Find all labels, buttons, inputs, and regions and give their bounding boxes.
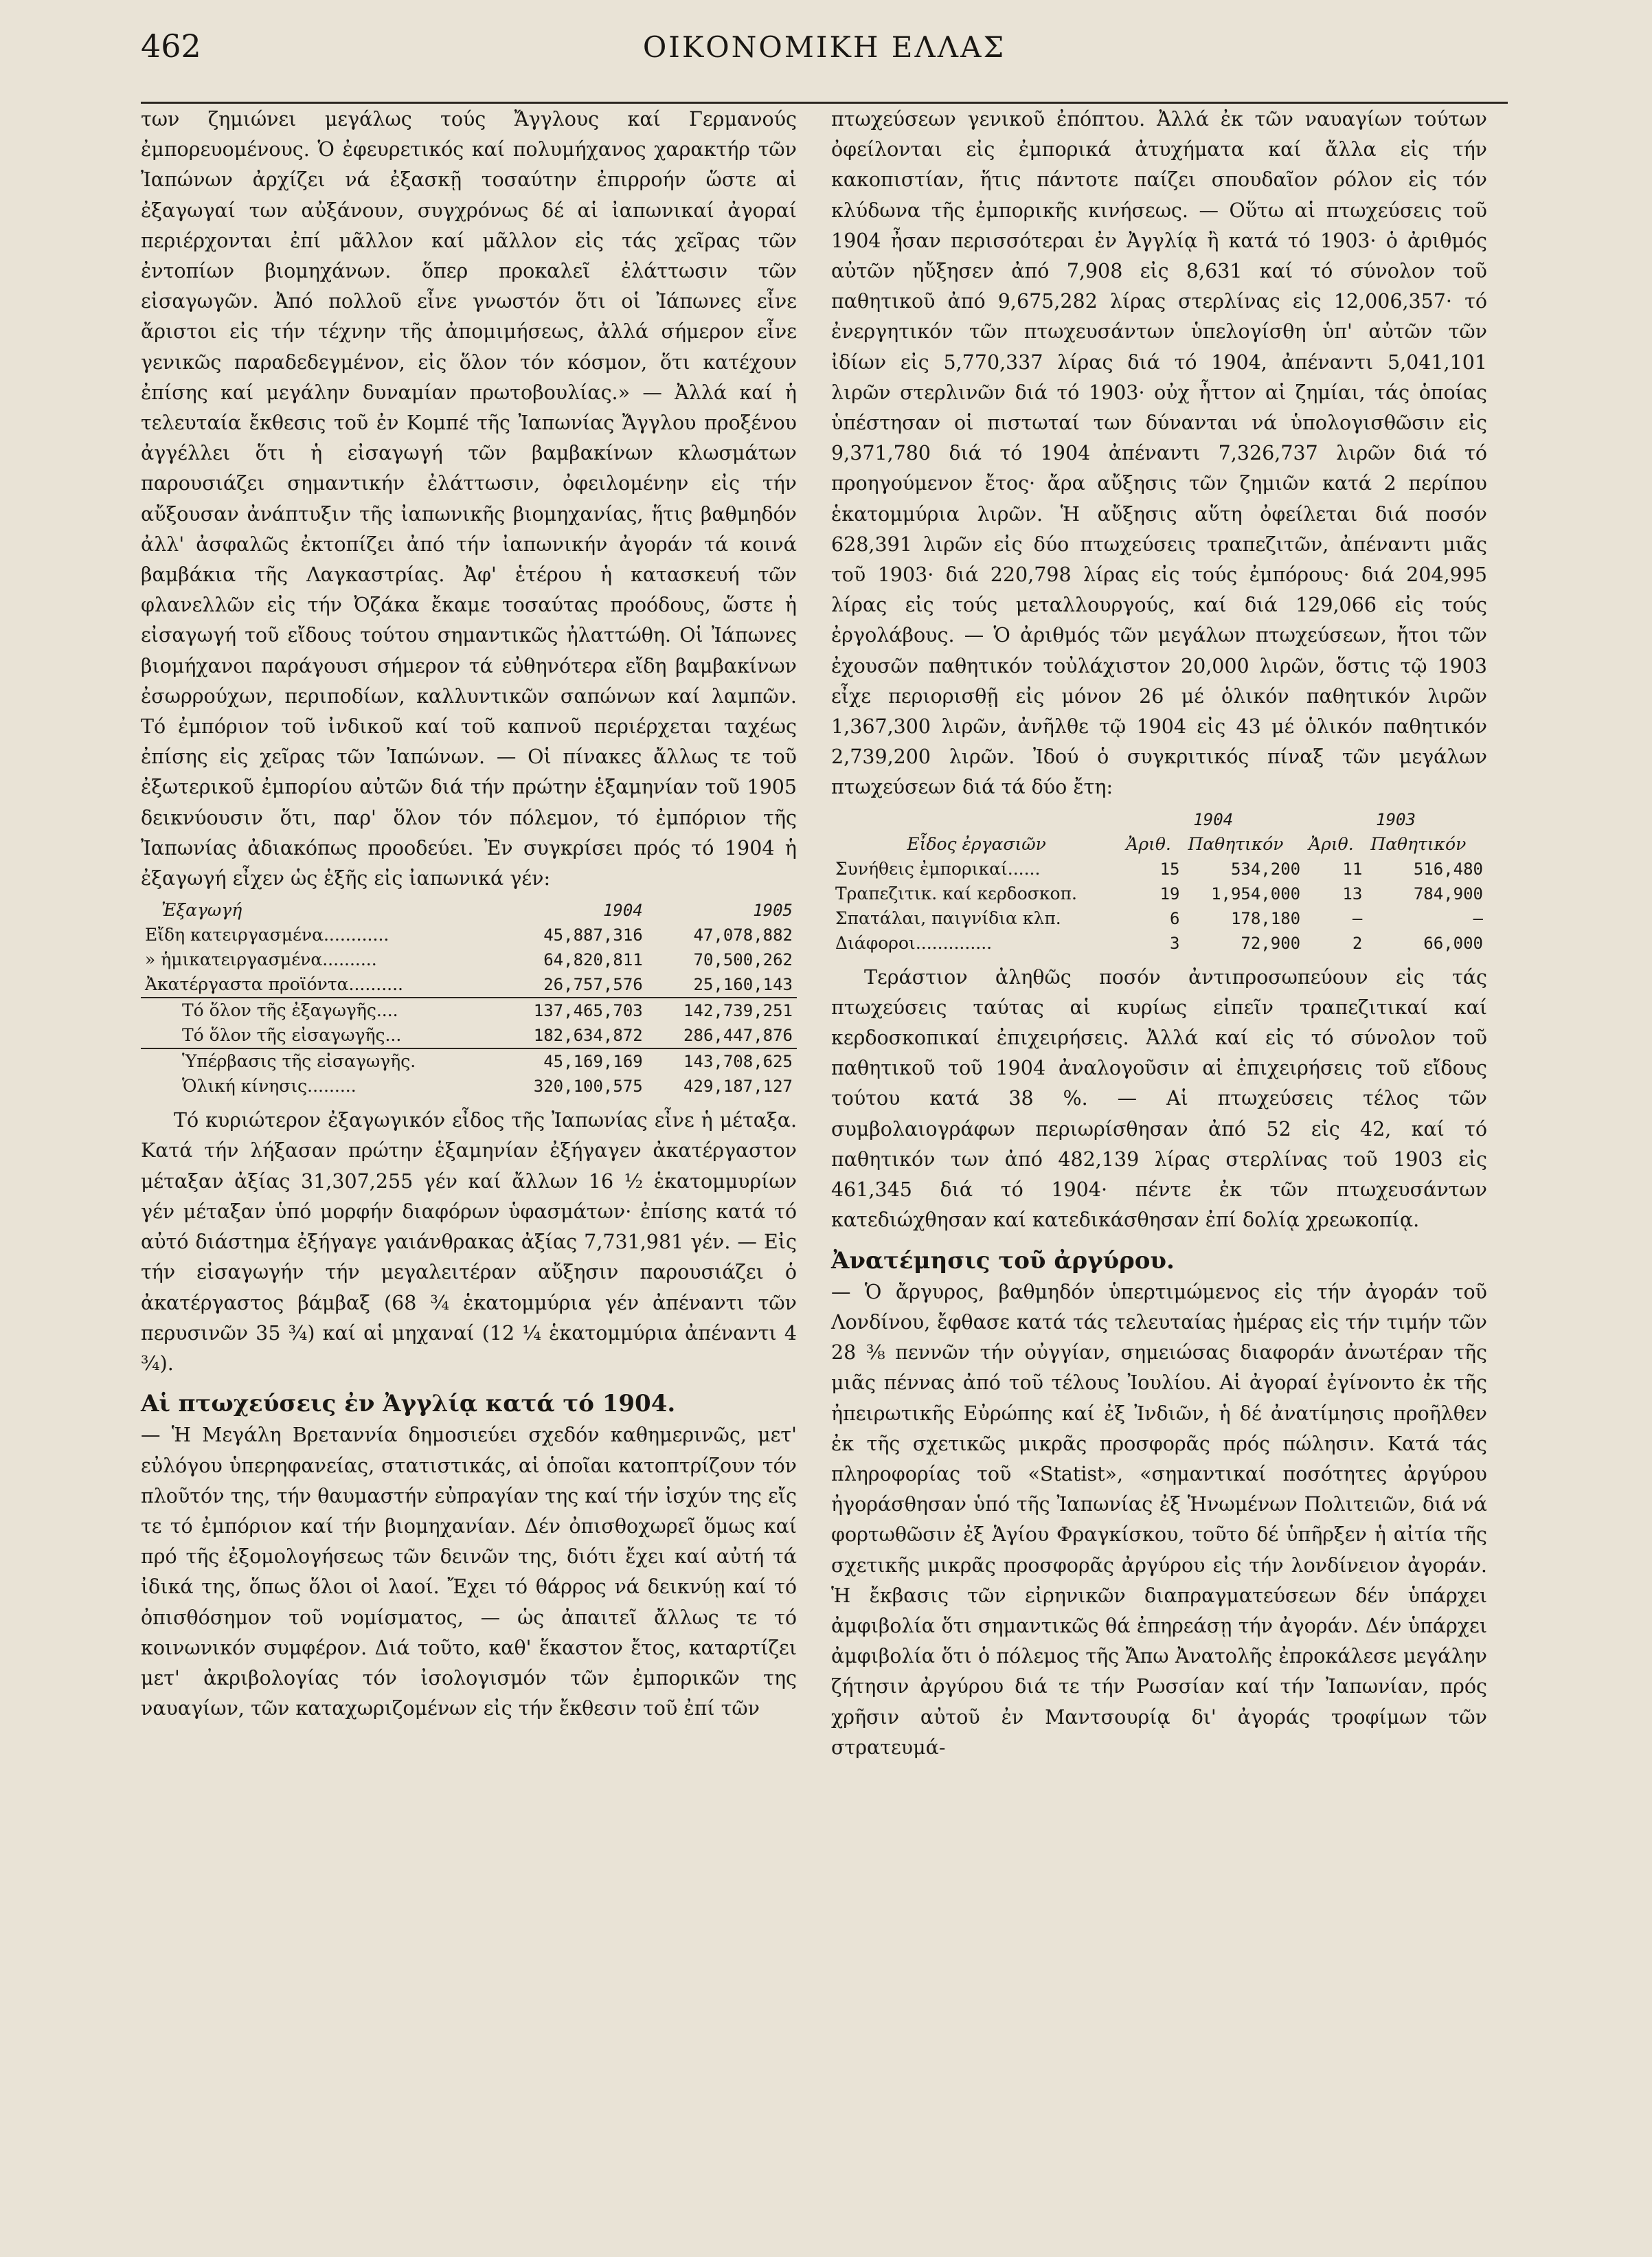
row-label: Ἀκατέργαστα προϊόντα..........	[145, 974, 404, 995]
row-liabilities-1904: 178,180	[1230, 908, 1301, 928]
row-label: Εἴδη κατειργασμένα............	[145, 925, 389, 945]
table-row-total-exports	[141, 998, 797, 1023]
row-number-1903: 11	[1342, 859, 1363, 879]
row-value-1904: 45,887,316	[543, 925, 643, 945]
row-number-1903: 13	[1342, 884, 1363, 903]
table-row	[141, 972, 797, 998]
section-title-silver: Ἀνατέμησις τοῦ ἀργύρου.	[831, 1246, 1175, 1275]
table-row-surplus	[141, 1048, 797, 1074]
col-kind: Εἶδος ἐργασιῶν	[907, 833, 1046, 854]
exports-col-1905: 1905	[753, 901, 793, 921]
row-number-1903: —	[1352, 908, 1363, 928]
row-label: Τό ὅλον τῆς ἐξαγωγῆς....	[141, 998, 497, 1023]
row-label: Ὁλική κίνησις.........	[182, 1076, 357, 1097]
table-row	[831, 906, 1487, 931]
col-liabilities-1903: Παθητικόν	[1370, 833, 1467, 854]
row-value-1905: 25,160,143	[693, 975, 793, 995]
row-value-1905: 70,500,262	[693, 950, 793, 970]
row-liabilities-1903: 516,480	[1413, 859, 1483, 879]
row-value-1904: 137,465,703	[497, 998, 647, 1023]
section-title-bankruptcies: Αἱ πτωχεύσεις ἐν Ἀγγλίᾳ κατά τό 1904.	[141, 1390, 676, 1418]
row-number-1903: 2	[1352, 933, 1363, 953]
bankruptcies-year-1903: 1903	[1376, 809, 1416, 829]
table-row	[141, 923, 797, 947]
row-value-1905: 286,447,876	[683, 1026, 793, 1046]
row-value-1905: 143,708,625	[647, 1048, 797, 1074]
col-number-1903: Ἀριθ.	[1309, 833, 1354, 854]
row-liabilities-1903: 784,900	[1413, 884, 1483, 903]
table-row	[141, 947, 797, 972]
exports-col-1904: 1904	[602, 901, 643, 921]
left-column	[141, 104, 797, 1724]
row-liabilities-1904: 1,954,000	[1211, 884, 1301, 903]
row-number-1904: 6	[1170, 908, 1180, 928]
table-row-overall	[141, 1074, 797, 1099]
right-paragraph-2: Τεράστιον ἀληθῶς ποσόν ἀντιπροσωπεύουν εἰς τάς πτωχεύσεις ταύτας αἱ κυρίως εἰπεῖν τραπεζιτικαί καί κερδοσκοπικαί ἐπιχειρήσεις. Ἀλλά καί εἰς τό σύνολον τοῦ παθητικοῦ τοῦ 1904 ἀναλογοῦσιν αἱ ἐπιχειρήσεις τοῦ εἴδους τούτου κατά 38 %. — Αἱ πτωχεύσεις τέλος τῶν συμβολαιογράφων περιωρίσθησαν ἀπό 52 εἰς 42, καί τό παθητικόν των ἀπό 482,139 λίρας στερλίνας τοῦ 1903 εἰς 461,345 διά τό 1904· πέντε ἐκ τῶν πτωχευσάντων κατεδιώχθησαν καί κατεδικάσθησαν ἐπί δολίᾳ χρεωκοπίᾳ.	[831, 965, 1487, 1232]
page-number: 462	[141, 27, 201, 65]
left-paragraph-1: των ζημιώνει μεγάλως τούς Ἄγγλους καί Γερμανούς ἐμπορευομένους. Ὁ ἐφευρετικός καί πολυμήχανος χαρακτήρ τῶν Ἰαπώνων ἀρχίζει νά ἐξασκῇ τοσαύτην ἐπιρροήν ὥστε αἱ ἐξαγωγαί των αὐξάνουν, συγχρόνως δέ αἱ ἰαπωνικαί ἀγοραί περιέρχονται ἐπί μᾶλλον καί μᾶλλον εἰς τάς χεῖρας τῶν ἐντοπίων βιομηχάνων. ὅπερ προκαλεῖ ἐλάττωσιν τῶν εἰσαγωγῶν. Ἀπό πολλοῦ εἶνε γνωστόν ὅτι οἱ Ἰάπωνες εἶνε ἄριστοι εἰς τήν τέχνην τῆς ἀπομιμήσεως, ἀλλά σήμερον εἶνε γενικῶς παραδεδεγμένον, εἰς ὅλον τόν κόσμον, ὅτι κατέχουν ἐπίσης καί μεγάλην δυναμίαν πρωτοβουλίας.» — Ἀλλά καί ἡ τελευταία ἔκθεσις τοῦ ἐν Κομπέ τῆς Ἰαπωνίας Ἄγγλου προξένου ἀγγέλλει ὅτι ἡ εἰσαγωγή τῶν βαμβακίνων κλωσμάτων παρουσιάζει σημαντικήν ἐλάττωσιν, ὀφειλομένην εἰς τήν αὔξουσαν ἀνάπτυξιν τῆς ἰαπωνικῆς βιομηχανίας, ἥτις βαθμηδόν ἀλλ' ἀσφαλῶς ἐκτοπίζει ἀπό τήν ἰαπωνικήν ἀγοράν τά κοινά βαμβάκια τῆς Λαγκαστρίας. Ἀφ' ἑτέρου ἡ κατασκευή τῶν φλανελλῶν εἰς τήν Ὀζάκα ἔκαμε τοσαύτας προόδους, ὥστε ἡ εἰσαγωγή τοῦ εἴδους τούτου σημαντικῶς ἠλαττώθη. Οἱ Ἰάπωνες βιομήχανοι παράγουσι σήμερον τά εὐθηνότερα εἴδη βαμβακίνων ἐσωρρούχων, περιποδίων, καλλυντικῶν σαπώνων καί λαμπῶν. Τό ἐμπόριον τοῦ ἰνδικοῦ καί τοῦ καπνοῦ περιέρχεται ταχέως ἐπίσης εἰς χεῖρας τῶν Ἰαπώνων. — Οἱ πίνακες ἄλλως τε τοῦ ἐξωτερικοῦ ἐμπορίου αὐτῶν διά τήν πρώτην ἑξαμηνίαν τοῦ 1905 δεικνύουσιν ὅτι, παρ' ὅλον τόν πόλεμον, τό ἐμπόριον τῆς Ἰαπωνίας ἀδιακόπως προοδεύει. Ἐν συγκρίσει πρός τό 1904 ἡ ἐξαγωγή εἶχεν ὡς ἑξῆς εἰς ἰαπωνικά γέν:	[141, 108, 797, 890]
section-bankruptcies	[141, 1389, 797, 1420]
bankruptcies-table	[831, 807, 1487, 956]
row-label: Συνήθεις ἐμπορικαί......	[835, 858, 1041, 879]
table-row	[831, 857, 1487, 882]
row-value-1904: 182,634,872	[533, 1026, 643, 1046]
row-value-1905: 47,078,882	[693, 925, 793, 945]
section-silver	[831, 1246, 1487, 1277]
table-row	[831, 931, 1487, 956]
row-liabilities-1903: —	[1473, 908, 1483, 928]
bankruptcies-year-1904: 1904	[1193, 809, 1234, 829]
row-value-1905: 142,739,251	[647, 998, 797, 1023]
table-row	[831, 882, 1487, 906]
col-number-1904: Ἀριθ.	[1126, 833, 1171, 854]
row-number-1904: 19	[1159, 884, 1180, 903]
row-label: Ὑπέρβασις τῆς εἰσαγωγῆς.	[141, 1048, 497, 1074]
row-value-1904: 45,169,169	[497, 1048, 647, 1074]
left-paragraph-3: — Ἡ Μεγάλη Βρεταννία δημοσιεύει σχεδόν καθημερινῶς, μετ' εὐλόγου ὑπερηφανείας, στατιστικάς, αἱ ὁποῖαι κατοπτρίζουν τόν πλοῦτόν της, τήν θαυμαστήν εὐπραγίαν της καί τήν ἰσχύν της εἴς τε τό ἐμπόριον καί τήν βιομηχανίαν. Δέν ὀπισθοχωρεῖ ὅμως καί πρό τῆς ἐξομολογήσεως τῶν δεινῶν της, διότι ἔχει καί αὐτή τά ἰδικά της, ὅπως ὅλοι οἱ λαοί. Ἔχει τό θάρρος νά δεικνύῃ καί τό ὀπισθόσημον τοῦ νομίσματος, — ὡς ἀπαιτεῖ ἄλλως τε τό κοινωνικόν συμφέρον. Διά τοῦτο, καθ' ἕκαστον ἔτος, καταρτίζει μετ' ἀκριβολογίας τόν ἰσολογισμόν τῶν ἐμπορικῶν της ναυαγίων, τῶν καταχωριζομένων εἰς τήν ἔκθεσιν τοῦ ἐπί τῶν	[141, 1424, 797, 1720]
row-label: Τραπεζιτικ. καί κερδοσκοπ.	[835, 883, 1077, 903]
row-label: Σπατάλαι, παιγνίδια κλπ.	[835, 908, 1061, 928]
right-paragraph-1: πτωχεύσεων γενικοῦ ἐπόπτου. Ἀλλά ἐκ τῶν ναυαγίων τούτων ὀφείλονται εἰς ἐμπορικά ἀτυχήματα καί ἄλλα εἰς τήν κακοπιστίαν, ἥτις πάντοτε παίζει σπουδαῖον ρόλον εἰς τόν κλύδωνα τῆς ἐμπορικῆς κινήσεως. — Οὕτω αἱ πτωχεύσεις τοῦ 1904 ἦσαν περισσότεραι ἐν Ἀγγλίᾳ ἢ κατά τό 1903· ὁ ἀριθμός αὐτῶν ηὔξησεν ἀπό 7,908 εἰς 8,631 καί τό σύνολον τοῦ παθητικοῦ ἀπό 9,675,282 λίρας στερλίνας εἰς 12,006,357· τό ἐνεργητικόν τῶν πτωχευσάντων ὑπελογίσθη ὑπ' αὐτῶν τῶν ἰδίων εἰς 5,770,337 λίρας διά τό 1904, ἀπέναντι 5,041,101 λιρῶν στερλινῶν διά τό 1903· οὐχ ἧττον αἱ ζημίαι, τάς ὁποίας ὑπέστησαν οἱ πιστωταί των δύνανται νά ὑπολογισθῶσιν εἰς 9,371,780 διά τό 1904 ἀπέναντι 7,326,737 λιρῶν διά τό προηγούμενον ἔτος· ἄρα αὔξησις τῶν ζημιῶν κατά 2 περίπου ἑκατομμύρια λιρῶν. Ἡ αὔξησις αὕτη ὀφείλεται διά ποσόν 628,391 λιρῶν εἰς δύο πτωχεύσεις τραπεζιτῶν, ἀπέναντι μιᾶς τοῦ 1903· διά 220,798 λίρας εἰς τούς ἐμπόρους· διά 204,995 λίρας εἰς τούς μεταλλουργούς, καί διά 129,066 εἰς τούς ἐργολάβους. — Ὁ ἀριθμός τῶν μεγάλων πτωχεύσεων, ἤτοι τῶν ἐχουσῶν παθητικόν τοὐλάχιστον 20,000 λιρῶν, ὅστις τῷ 1903 εἶχε περιορισθῇ εἰς μόνον 26 μέ ὁλικόν παθητικόν λιρῶν 1,367,300 λιρῶν, ἀνῆλθε τῷ 1904 εἰς 43 μέ ὁλικόν παθητικόν 2,739,200 λιρῶν. Ἰδού ὁ συγκριτικός πίναξ τῶν μεγάλων πτωχεύσεων διά τά δύο ἔτη:	[831, 108, 1487, 799]
row-liabilities-1904: 534,200	[1230, 859, 1301, 879]
header-rule	[141, 102, 1508, 104]
row-value-1904: 64,820,811	[543, 950, 643, 970]
exports-table-label: Ἐξαγωγή	[161, 900, 242, 921]
row-label: Διάφοροι..............	[835, 932, 993, 953]
right-column	[831, 104, 1487, 1763]
row-label: Τό ὅλον τῆς εἰσαγωγῆς...	[182, 1025, 402, 1046]
col-liabilities-1904: Παθητικόν	[1188, 833, 1284, 854]
running-title: ΟΙΚΟΝΟΜΙΚΗ ΕΛΛΑΣ	[642, 30, 1006, 64]
row-value-1904: 26,757,576	[543, 975, 643, 995]
row-liabilities-1903: 66,000	[1423, 933, 1483, 953]
row-value-1905: 429,187,127	[683, 1077, 793, 1097]
row-value-1904: 320,100,575	[533, 1077, 643, 1097]
exports-table	[141, 898, 797, 1099]
table-row-total-imports	[141, 1023, 797, 1048]
row-label: » ἡμικατειργασμένα..........	[145, 950, 377, 970]
row-number-1904: 3	[1170, 933, 1180, 953]
left-paragraph-2: Τό κυριώτερον ἐξαγωγικόν εἶδος τῆς Ἰαπωνίας εἶνε ἡ μέταξα. Κατά τήν λήξασαν πρώτην ἑξαμηνίαν ἐξήγαγεν ἀκατέργαστον μέταξαν ἀξίας 31,307,255 γέν καί ἄλλων 16 ½ ἑκατομμυρίων γέν μέταξαν ὑπό μορφήν διαφόρων ὑφασμάτων· ἐπίσης κατά τό αὐτό διάστημα ἐξήγαγε γαιάνθρακας ἀξίας 7,731,981 γέν. — Εἰς τήν εἰσαγωγήν τήν μεγαλειτέραν αὔξησιν παρουσιάζει ὁ ἀκατέργαστος βάμβαξ (68 ¾ ἑκατομμύρια γέν ἀπέναντι τῶν περυσινῶν 35 ¾) καί αἱ μηχαναί (12 ¼ ἑκατομμύρια ἀπέναντι 4 ¾).	[141, 1109, 797, 1375]
row-liabilities-1904: 72,900	[1241, 933, 1301, 953]
page-header	[141, 27, 1508, 82]
row-number-1904: 15	[1159, 859, 1180, 879]
right-paragraph-3: — Ὁ ἄργυρος, βαθμηδόν ὑπερτιμώμενος εἰς τήν ἀγοράν τοῦ Λονδίνου, ἔφθασε κατά τάς τελευταίας ἡμέρας εἰς τήν τιμήν τῶν 28 ⅜ πεννῶν τήν οὐγγίαν, σημειώσας διαφοράν ἀνωτέραν τῆς μιᾶς πέννας ἀπό τοῦ τέλους Ἰουλίου. Αἱ ἀγοραί ἐγίνοντο ἐκ τῆς ἠπειρωτικῆς Εὐρώπης καί ἐξ Ἰνδιῶν, ἡ δέ ἀνατίμησις προῆλθεν ἐκ τῆς σχετικῶς μικρᾶς προσφορᾶς πρός πώλησιν. Κατά τάς πληροφορίας τοῦ «Statist», «σημαντικαί ποσότητες ἀργύρου ἠγοράσθησαν ὑπό τῆς Ἰαπωνίας ἐξ Ἡνωμένων Πολιτειῶν, διά νά φορτωθῶσιν ἐξ Ἁγίου Φραγκίσκου, τοῦτο δέ ὑπῆρξεν ἡ αἰτία τῆς σχετικῆς μικρᾶς προσφορᾶς ἀργύρου εἰς τήν λονδίνειον ἀγοράν. Ἡ ἔκβασις τῶν εἰρηνικῶν διαπραγματεύσεων δέν ὑπάρχει ἀμφιβολία ὅτι σημαντικῶς θά ἐπηρεάσῃ τήν ἀγοράν. Δέν ὑπάρχει ἀμφιβολία ὅτι ὁ πόλεμος τῆς Ἄπω Ἀνατολῆς ἐπροκάλεσε μεγάλην ζήτησιν ἀργύρου διά τε τήν Ρωσσίαν καί τήν Ἰαπωνίαν, πρός χρῆσιν αὐτοῦ ἐν Μαντσουρίᾳ δι' ἀγοράς τροφίμων τῶν στρατευμά-	[831, 1280, 1487, 1759]
